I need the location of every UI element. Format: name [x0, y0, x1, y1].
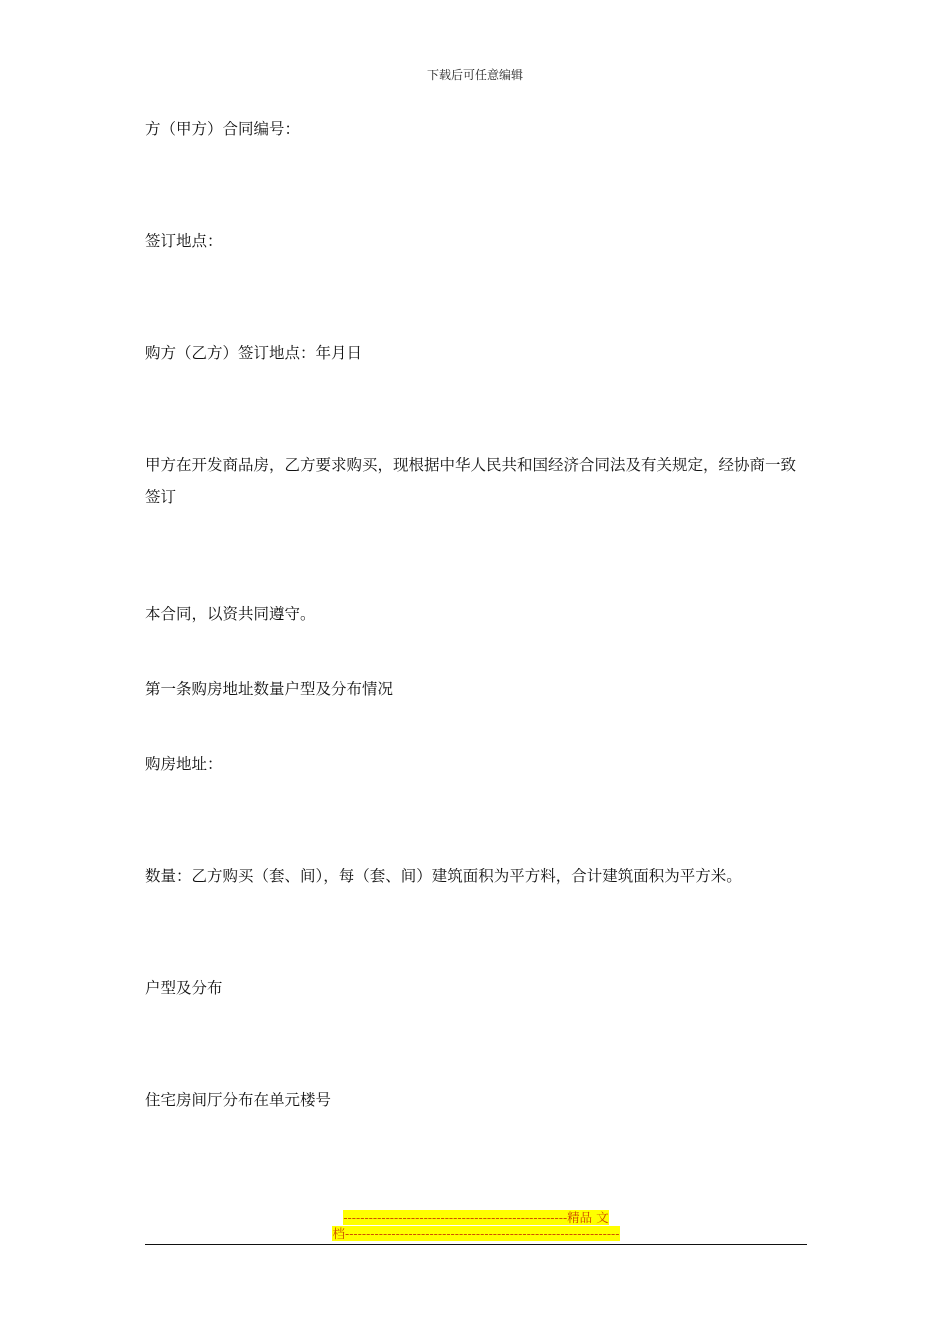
contract-party-b-line: 购方（乙方）签订地点：年月日	[145, 344, 363, 362]
purchase-address-line: 购房地址：	[145, 755, 223, 773]
page-header: 下载后可任意编辑	[426, 68, 523, 82]
quantity-line: 数量：乙方购买（套、间），每（套、间）建筑面积为平方料，合计建筑面积为平方米。	[145, 867, 742, 885]
footer-divider	[145, 1244, 807, 1245]
signing-location-line: 签订地点：	[145, 232, 223, 250]
residence-distribution-line: 住宅房间厅分布在单元楼号	[145, 1091, 332, 1109]
footer-watermark-line-2	[300, 1226, 652, 1242]
contract-party-a-line: 方（甲方）合同编号：	[145, 120, 301, 138]
footer-watermark-text-1: -----------------------------------------------------精品 文	[343, 1210, 609, 1225]
contract-preamble-end: 本合同，以资共同遵守。	[145, 605, 316, 623]
footer-watermark-line-1	[300, 1210, 652, 1226]
footer-watermark-text-2: 档-----------------------------------------------------------------	[332, 1226, 620, 1241]
unit-type-heading: 户型及分布	[145, 979, 223, 997]
contract-preamble: 甲方在开发商品房，乙方要求购买，现根据中华人民共和国经济合同法及有关规定，经协商一致签订	[145, 456, 797, 506]
article-one-heading: 第一条购房地址数量户型及分布情况	[145, 680, 394, 698]
